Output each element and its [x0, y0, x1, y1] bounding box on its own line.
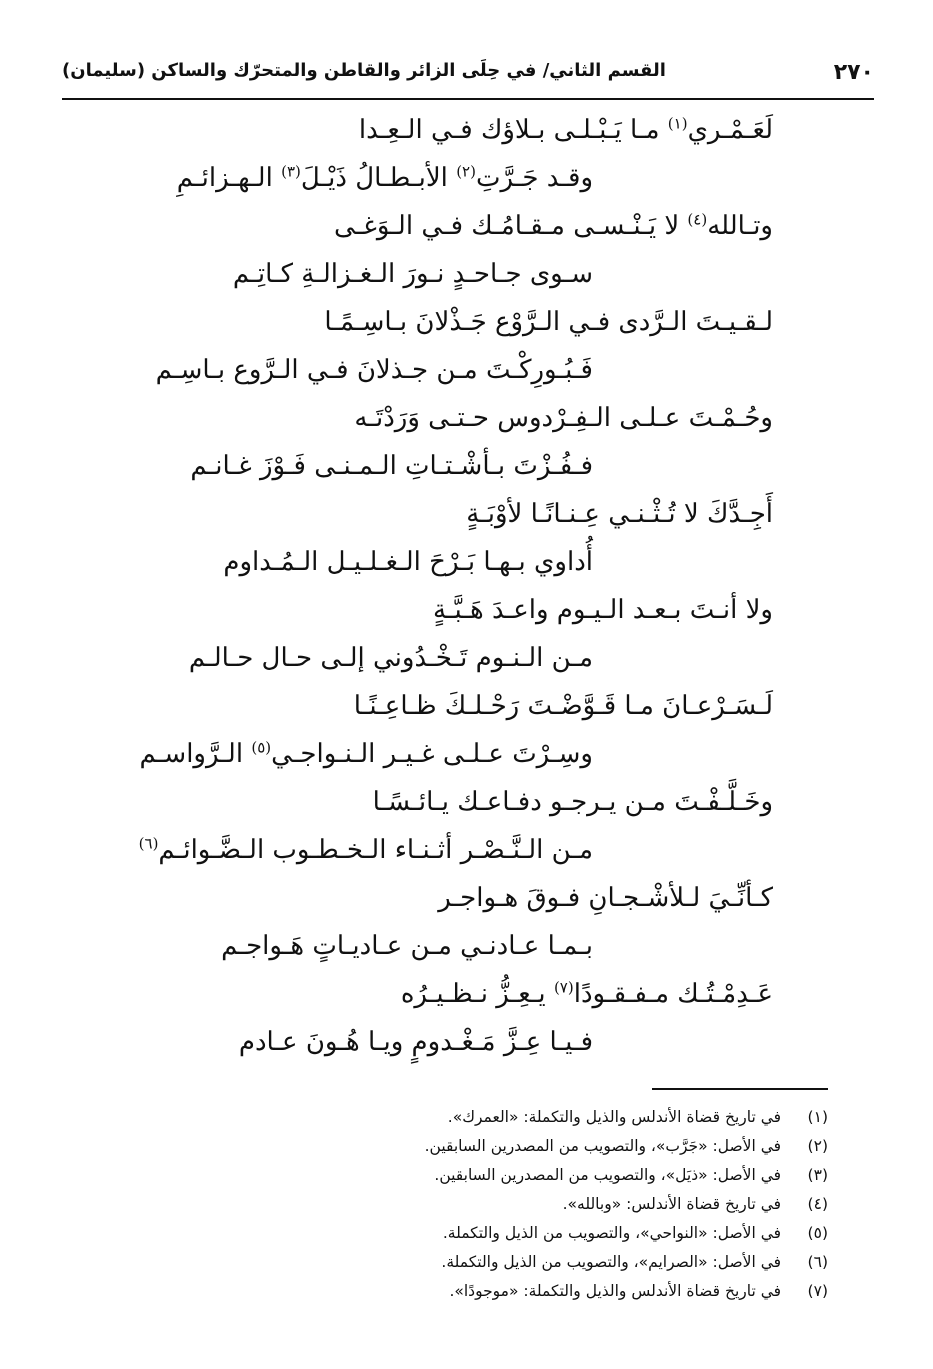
footnote-number: (٧) [807, 1282, 828, 1300]
footnote-number: (٤) [807, 1195, 828, 1213]
footnote-ref: (٧) [553, 978, 574, 997]
footnote [563, 1191, 828, 1217]
footnote [449, 1278, 828, 1304]
footnote-text: في تاريخ قضاة الأندلس والذيل والتكملة: «العمرك». [447, 1108, 782, 1126]
footnote-ref: (٤) [687, 210, 708, 229]
footnote-text: في الأصل: «الصرايم»، والتصويب من الذيل والتكملة. [441, 1253, 782, 1271]
footnote-number: (١) [807, 1108, 828, 1126]
verse-line: عَـدِمْـتُـك مـفـقـودًا$^{(٧)}$ يـعِـزُّ نـظـيـرُه [400, 978, 773, 1009]
footnote-ref: (٣) [281, 162, 301, 181]
footnote-ref: (٢) [456, 162, 476, 181]
footnote [448, 1104, 828, 1130]
verse-line: ولا أنـتَ بـعـد الـيـوم واعـدَ هَـبَّـةٍ [432, 595, 773, 625]
footnote [443, 1220, 828, 1246]
verse-line: بـمـا عـادنـي مـن عـاديـاتٍ هَـواجـم [221, 931, 593, 961]
footnote-text: في الأصل: «ذيَل»، والتصويب من المصدرين السابقين. [434, 1166, 782, 1184]
footnote-number: (٥) [807, 1224, 828, 1242]
verse-line: وسِـرْتَ عـلـى غـيـر الـنـواجـي$^{(٥)}$ الـرَّواسـم [139, 738, 593, 769]
running-title: القسم الثاني/ في حِلَى الزائر والقاطن والمتحرّك والساكن (سليمان) [62, 60, 666, 81]
footnote-ref: (١) [667, 114, 688, 133]
footnote [434, 1162, 828, 1188]
page-number: ٢٧٠ [833, 60, 874, 85]
verse-line: أَجِـدَّكَ لا تُـثْـنـي عِـنـانًـا لأوْبَـةٍ [466, 499, 773, 529]
footnote-number: (٢) [807, 1137, 828, 1155]
verse-line: سـوى جـاحـدٍ نـورَ الـغـزالـةِ كـاتِـم [232, 259, 593, 289]
footnote-number: (٣) [807, 1166, 828, 1184]
verse-line: وقـد جَـرَّتِ$^{(٢)}$ الأبـطـالُ ذَيْـلَ$^{(٣)}$ الـهـزائـمِ [176, 162, 593, 193]
verse-line: وتـالله$^{(٤)}$ لا يَـنْـسـى مـقـامُـك فـي الـوَغـى [333, 210, 773, 241]
verse-line: وخَـلَّـفْـتَ مـن يـرجـو دفـاعـك يـائـسًـا [372, 787, 773, 817]
footnote-text: في تاريخ قضاة الأندلس: «وبالله». [562, 1195, 782, 1213]
verse-line: فـفُـزْتَ بـأشْـتـاتِ الـمـنـى فَـوْزَ غـانـم [190, 451, 593, 481]
verse-line: فَـبُـورِكْـتَ مـن جـذلانَ فـي الـرَّوع بـاسِـم [155, 355, 593, 385]
footnote-text: في الأصل: «النواحي»، والتصويب من الذيل والتكملة. [442, 1224, 782, 1242]
footnote-ref: (٥) [251, 738, 272, 757]
footnote-number: (٦) [807, 1253, 828, 1271]
verse-line: لـقـيـتَ الـرَّدى فـي الـرَّوْع جَـذْلانَ بـاسِـمًـا [324, 307, 773, 337]
verse-line: كـأنِّـيَ لـلأشْـجـانِ فـوقَ هـواجـر [438, 883, 773, 913]
verse-line: مـن الـنـوم تَـخْـدُوني إلـى حـال حـالـم [188, 643, 593, 673]
verse-line: أُداوي بـهـا بَـرْحَ الـغـلـيـل الـمُـداوم [223, 547, 593, 577]
footnote [425, 1133, 828, 1159]
footnote [441, 1249, 828, 1275]
verse-line: مـن الـنَّـصْـر أثـنـاء الـخـطـوب الـضَّـوائـم$^{(٦)}$ [138, 834, 593, 865]
page-header [62, 58, 874, 100]
footnote-text: في الأصل: «جَرَّب»، والتصويب من المصدرين السابقين. [424, 1137, 782, 1155]
footnote-divider [652, 1088, 828, 1090]
verse-line: وحُـمْـتَ عـلـى الـفِـرْدوس حـتـى وَرَدْتَـه [354, 403, 773, 433]
footnote-ref: (٦) [138, 834, 159, 853]
footnote-text: في تاريخ قضاة الأندلس والذيل والتكملة: «موجودًا». [449, 1282, 782, 1300]
verse-line: لَعَـمْـري$^{(١)}$ مـا يَـبْـلـى بـلاؤك فـي الـعِـدا [358, 114, 773, 145]
verse-line: لَـسَـرْعـانَ مـا قَـوَّضْـتَ رَحْـلـكَ ظـاعِـنًـا [353, 691, 773, 721]
verse-line: فـيـا عِـزَّ مَـغْـدومٍ ويـا هُـونَ عـادم [238, 1027, 593, 1057]
